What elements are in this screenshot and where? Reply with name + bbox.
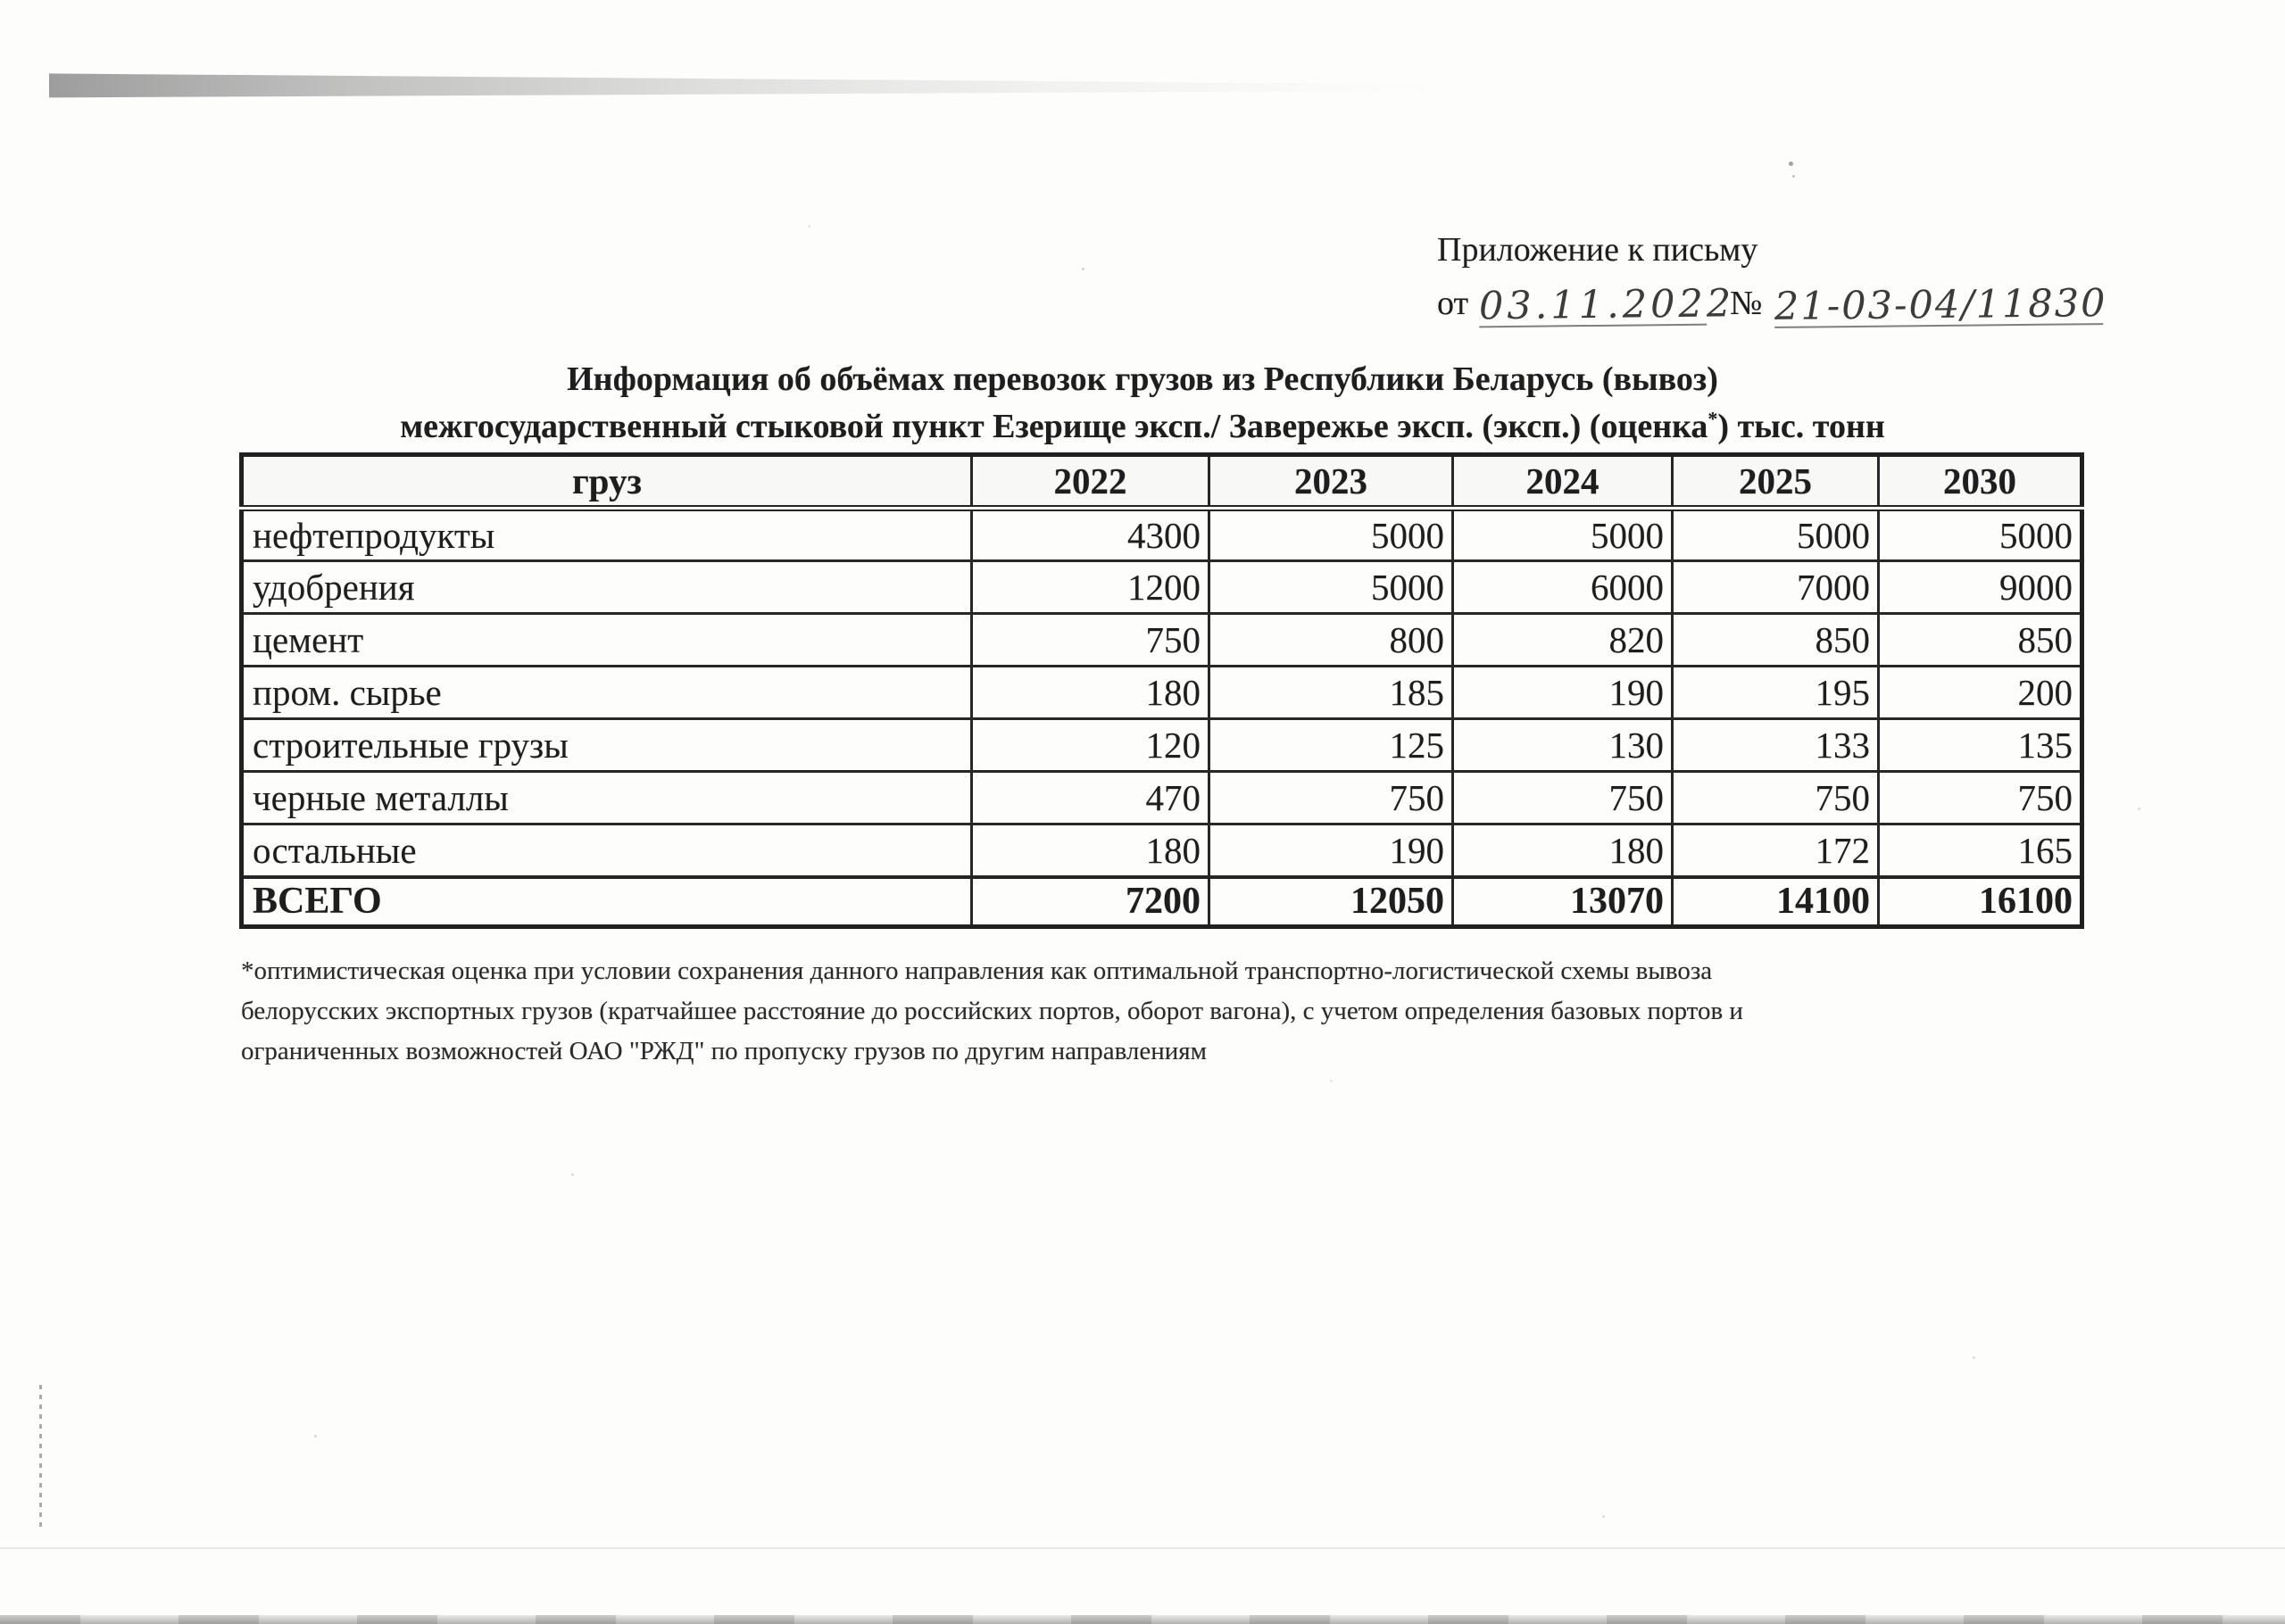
cell-value: 750 (1879, 772, 2082, 824)
document-title-block (0, 357, 2285, 449)
total-value: 7200 (972, 877, 1209, 927)
row-label: нефтепродукты (242, 509, 972, 561)
cell-value: 195 (1673, 667, 1879, 719)
cell-value: 750 (1453, 772, 1673, 824)
cargo-volumes-table (239, 452, 2084, 929)
footnote-asterisk-marker: * (1708, 407, 1718, 430)
cell-value: 125 (1209, 719, 1453, 772)
vertical-fold-line-artifact (39, 1385, 42, 1529)
cell-value: 850 (1879, 614, 2082, 667)
total-label: ВСЕГО (242, 877, 972, 927)
scan-speckle-noise (0, 0, 3, 3)
row-label: цемент (242, 614, 972, 667)
cell-value: 5000 (1453, 509, 1673, 561)
appendix-reference-line (1437, 281, 2133, 329)
horizontal-fold-line-artifact (0, 1547, 2285, 1549)
cell-value: 4300 (972, 509, 1209, 561)
row-label: удобрения (242, 561, 972, 614)
column-header-2025: 2025 (1673, 455, 1879, 509)
footnote (241, 951, 2035, 1072)
table-row (242, 667, 2082, 719)
cell-value: 120 (972, 719, 1209, 772)
cell-value: 1200 (972, 561, 1209, 614)
handwritten-date: 03.11.2022 (1478, 281, 1735, 329)
cell-value: 5000 (1879, 509, 2082, 561)
cell-value: 5000 (1209, 561, 1453, 614)
table-row (242, 824, 2082, 877)
row-label: строительные грузы (242, 719, 972, 772)
document-subtitle (0, 404, 2285, 449)
cell-value: 5000 (1209, 509, 1453, 561)
cell-value: 185 (1209, 667, 1453, 719)
table-row (242, 509, 2082, 561)
cell-value: 820 (1453, 614, 1673, 667)
total-value: 16100 (1879, 877, 2082, 927)
cell-value: 9000 (1879, 561, 2082, 614)
appendix-note (1437, 230, 2133, 327)
cell-value: 5000 (1673, 509, 1879, 561)
bottom-scan-edge-artifact (0, 1615, 2285, 1624)
total-value: 12050 (1209, 877, 1453, 927)
from-label: от (1437, 285, 1469, 322)
subtitle-text-before: межгосударственный стыковой пункт Езерище эксп./ Завережье эксп. (эксп.) (оценка (400, 408, 1708, 445)
cell-value: 180 (972, 824, 1209, 877)
appendix-title: Приложение к письму (1437, 231, 1758, 269)
cell-value: 135 (1879, 719, 2082, 772)
table-row (242, 719, 2082, 772)
cell-value: 130 (1453, 719, 1673, 772)
scan-smudge-artifact (49, 71, 1442, 98)
cell-value: 180 (1453, 824, 1673, 877)
table-row (242, 561, 2082, 614)
row-label: черные металлы (242, 772, 972, 824)
cell-value: 180 (972, 667, 1209, 719)
total-value: 13070 (1453, 877, 1673, 927)
footnote-line: белорусских экспортных грузов (кратчайшее расстояние до российских портов, оборот вагона), с учетом определения базовых портов и (241, 997, 1743, 1025)
total-row (242, 877, 2082, 927)
column-header-cargo: груз (242, 455, 972, 509)
table-row (242, 772, 2082, 824)
cell-value: 165 (1879, 824, 2082, 877)
document-title: Информация об объёмах перевозок грузов из Республики Беларусь (вывоз) (567, 360, 1718, 398)
cell-value: 7000 (1673, 561, 1879, 614)
row-label: пром. сырье (242, 667, 972, 719)
table-header-row (242, 455, 2082, 509)
cell-value: 133 (1673, 719, 1879, 772)
cell-value: 470 (972, 772, 1209, 824)
handwritten-number: 21-03-04/11830 (1774, 281, 2108, 329)
cell-value: 750 (1209, 772, 1453, 824)
row-label: остальные (242, 824, 972, 877)
cell-value: 190 (1209, 824, 1453, 877)
cell-value: 750 (1673, 772, 1879, 824)
total-value: 14100 (1673, 877, 1879, 927)
table-row (242, 614, 2082, 667)
footnote-line: ограниченных возможностей ОАО "РЖД" по пропуску грузов по другим направлениям (241, 1037, 1207, 1065)
column-header-2030: 2030 (1879, 455, 2082, 509)
number-sign: № (1730, 285, 1763, 322)
cell-value: 850 (1673, 614, 1879, 667)
cell-value: 200 (1879, 667, 2082, 719)
column-header-2023: 2023 (1209, 455, 1453, 509)
cell-value: 190 (1453, 667, 1673, 719)
cell-value: 800 (1209, 614, 1453, 667)
column-header-2022: 2022 (972, 455, 1209, 509)
cell-value: 750 (972, 614, 1209, 667)
cell-value: 6000 (1453, 561, 1673, 614)
column-header-2024: 2024 (1453, 455, 1673, 509)
cell-value: 172 (1673, 824, 1879, 877)
footnote-line: *оптимистическая оценка при условии сохранения данного направления как оптимальной транспортно-логистической схемы вывоза (241, 957, 1713, 985)
subtitle-text-after: ) тыс. тонн (1717, 408, 1885, 445)
